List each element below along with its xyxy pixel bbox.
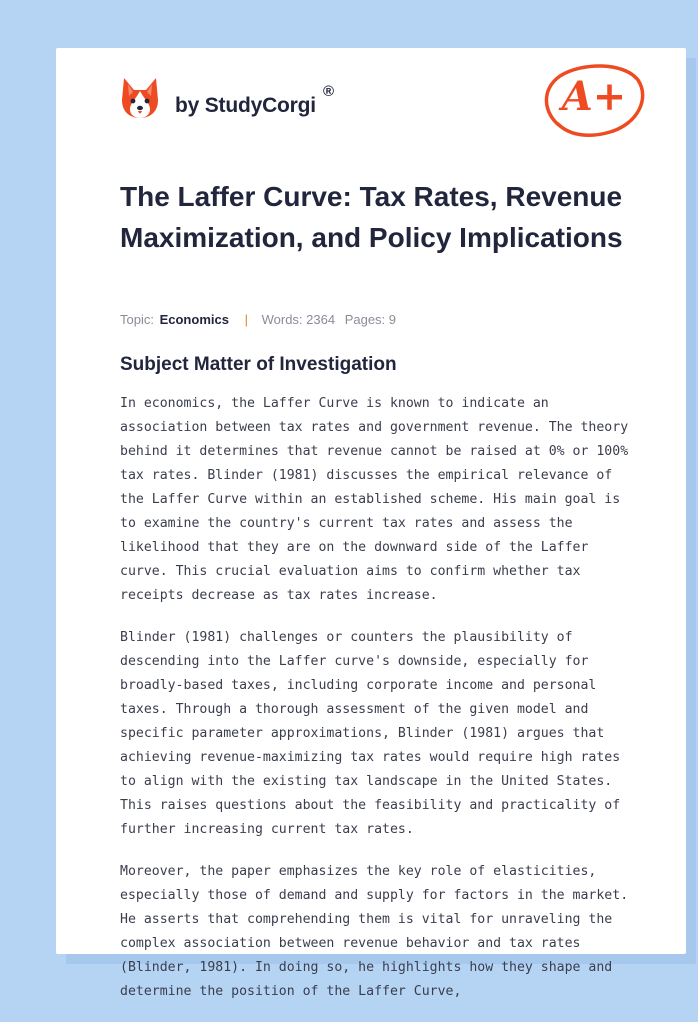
article-meta [120, 312, 396, 327]
article-body [120, 392, 640, 1022]
registered-mark: ® [323, 83, 334, 100]
brand-name[interactable] [175, 83, 334, 118]
paragraph: Moreover, the paper emphasizes the key role of elasticities, especially those of demand and supply for factors in the market. He asserts that comprehending them is vital for unraveling the complex association between revenue behavior and tax rates (Blinder, 1981). In doing so, he highlights how they shape and determine the position of the Laffer Curve, [120, 864, 629, 999]
document-page [56, 48, 686, 999]
section-heading: Subject Matter of Investigation [120, 354, 397, 375]
paragraph: In economics, the Laffer Curve is known to indicate an association between tax rates and government revenue. The theory behind it determines that revenue cannot be raised at 0% or 100% tax rates. Blinder (1981) discusses the empirical relevance of the Laffer Curve within an established scheme. His main goal is to examine the country's current tax rates and assess the likelihood that they are on the downward side of the Laffer curve. This crucial evaluation aims to confirm whether tax receipts decrease as tax rates increase. [120, 396, 629, 603]
corgi-logo-icon[interactable] [120, 76, 160, 120]
grade-text: A+ [561, 73, 627, 120]
page-count: Pages: 9 [344, 312, 397, 327]
article-title: The Laffer Curve: Tax Rates, Revenue Maximization, and Policy Implications [120, 181, 623, 253]
page-header [56, 48, 686, 158]
brand-text: by StudyCorgi [175, 94, 316, 117]
paragraph: Blinder (1981) challenges or counters the plausibility of descending into the Laffer curve's downside, especially for broadly-based taxes, including corporate income and personal taxes. Through a thorough assessment of the given model and specific parameter approximations, Blinder (1981) argues that achieving revenue-maximizing tax rates would require high rates to align with the existing tax landscape in the United States. This raises questions about the feasibility and practicality of further increasing current tax rates. [120, 630, 621, 837]
meta-separator: | [244, 312, 248, 327]
topic-link[interactable]: Economics [159, 312, 229, 327]
topic-label: Topic: [120, 312, 154, 327]
a-plus-grade-icon [538, 58, 648, 140]
word-count: Words: 2364 [261, 312, 336, 327]
